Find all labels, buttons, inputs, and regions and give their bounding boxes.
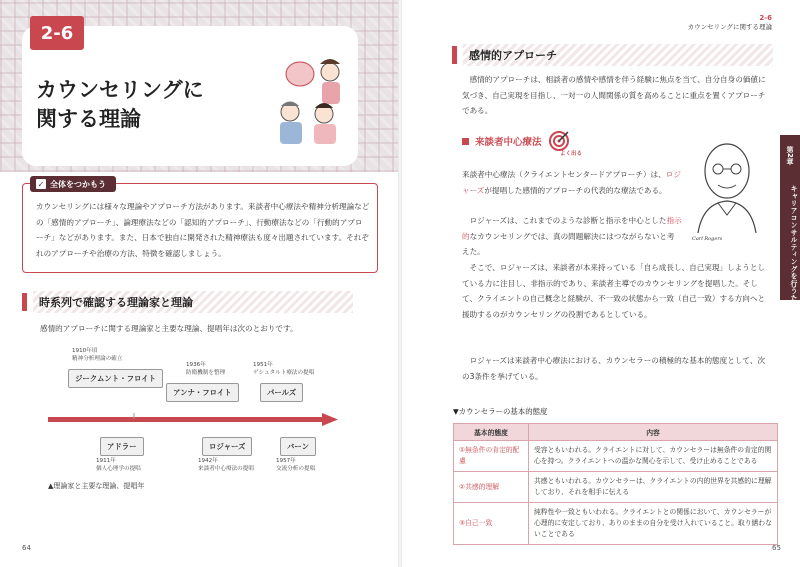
para4: ロジャーズは来談者中心療法における、カウンセラーの積極的な基本的態度として、次の3条件を挙げている。 [462, 356, 766, 381]
attitude-table [453, 423, 778, 545]
gutter [398, 0, 402, 567]
para1 [462, 167, 682, 198]
heading-bar [22, 293, 27, 311]
table-header: 基本的態度 [454, 424, 529, 441]
overview-label-text: 全体をつかもう [50, 179, 106, 189]
running-header [688, 14, 772, 31]
timeline-section-title: 時系列で確認する理論家と理論 [33, 291, 353, 313]
timeline-note: 1910年頃 精神分析理論の確立 [72, 348, 123, 362]
running-header-title: カウンセリングに関する理論 [687, 23, 772, 31]
timeline-node: アドラー [100, 437, 144, 456]
portrait-caption: Carl Rogers [692, 236, 723, 242]
timeline-arrow [48, 413, 338, 427]
carl-rogers-portrait [688, 133, 766, 233]
counseling-illustration [262, 52, 370, 148]
timeline [48, 347, 348, 487]
timeline-note: 1936年 防衛機制を整理 [186, 362, 226, 376]
timeline-note: 1911年 個人心理学の提唱 [96, 458, 141, 472]
table-row [454, 441, 778, 472]
para3: そこで、ロジャーズは、来談者が本来持っている「自ら成長し、自己実現」しようとしている力に注目し、非指示的であり、来談者主導でのカウンセリングを提唱した。そして、クライエントの自己概念と経験が、不一致の状態から一致（自己一致）する方向へと援助するのがカウンセリングの役割であるとしている。 [462, 263, 766, 319]
content-cell: 純粋性や一致ともいわれる。クライエントとの関係において、カウンセラーが心理的に安定しており、ありのままの自分を受け入れていること。取り繕わないことである [529, 503, 778, 545]
sub-heading [462, 130, 570, 152]
chapter-number: 2-6 [30, 16, 84, 50]
frequent-badge: よく出る [560, 151, 583, 157]
emotional-approach-heading [452, 44, 773, 66]
running-header-num: 2-6 [759, 14, 772, 22]
timeline-section-text: 感情的アプローチに関する理論家と主要な理論、提唱年は次のとおりです。 [40, 324, 298, 333]
table-header: 内容 [529, 424, 778, 441]
attitude-cell: ③自己一致 [454, 503, 529, 545]
timeline-node: アンナ・フロイト [166, 383, 239, 402]
page-title [36, 76, 236, 134]
timeline-node: パールズ [260, 383, 303, 402]
emotional-approach-title: 感情的アプローチ [463, 44, 773, 66]
content-cell: 受容ともいわれる。クライエントに対して、カウンセラーは無条件の肯定的関心を持つ。クライエントへの温かな関心を示して、受け止めることである [529, 441, 778, 472]
timeline-node: ジークムント・フロイト [68, 369, 163, 388]
intro-text: 感情的アプローチは、相談者の感情や感情を伴う経験に焦点を当て、自分自身の価値に気づき、自己実現を目指し、一対一の人間関係の質を高めることに重点を置くアプローチである。 [462, 75, 766, 115]
para2 [462, 213, 682, 260]
timeline-node: バーン [280, 437, 316, 456]
timeline-note: 1951年 ゲシュタルト療法の提唱 [253, 362, 315, 376]
para1-highlight: ロジャーズ [462, 170, 681, 195]
page-number-left: 64 [22, 544, 31, 552]
para1-b: が提唱した感情的アプローチの代表的な療法である。 [484, 185, 667, 195]
title-line-1: カウンセリングに [36, 78, 204, 102]
attitude-cell: ①無条件の肯定的配慮 [454, 441, 529, 472]
overview-label [30, 176, 116, 192]
table-row [454, 503, 778, 545]
attitude-cell: ②共感的理解 [454, 472, 529, 503]
sub-heading-title: 来談者中心療法 [475, 137, 542, 148]
title-line-2: 関する理論 [36, 107, 141, 131]
table-title: ▼カウンセラーの基本的態度 [453, 407, 548, 416]
para2-b: なカウンセリングでは、真の問題解決にはつながらないと考えた。 [462, 231, 675, 256]
overview-text: カウンセリングには様々な理論やアプローチ方法があります。来談者中心療法や精神分析理論などの「感情的アプローチ」、論理療法などの「認知的アプローチ」、行動療法などの「行動的アプローチ」などがあります。また、日本で独自に開発された精神療法も度々出題されています。それぞれのアプローチや治療の方法、特徴を確認しましょう。 [36, 202, 370, 258]
checkbox-icon: ✓ [37, 179, 45, 189]
square-bullet-icon [462, 138, 469, 145]
para1-a: 来談者中心療法（クライエントセンタードアプローチ）は、 [462, 170, 666, 179]
para2-a: ロジャーズは、これまでのような診断と指示を中心とした [469, 216, 667, 225]
timeline-note: 1942年 来談者中心療法の提唱 [198, 458, 254, 472]
side-chapter-text: キャリアコンサルティングを行うために必要な知識 [789, 185, 797, 353]
heading-bar [452, 46, 457, 64]
para2-highlight: 指示的 [462, 216, 682, 241]
content-cell: 共感ともいわれる。カウンセラーは、クライエントの内的世界を共感的に理解しており、それを相手に伝える [529, 472, 778, 503]
table-header-row [454, 424, 778, 441]
timeline-node: ロジャーズ [202, 437, 252, 456]
table-row [454, 472, 778, 503]
page-number-right: 65 [772, 544, 781, 552]
timeline-caption: ▲理論家と主要な理論、提唱年 [48, 482, 145, 490]
timeline-section-heading [22, 291, 353, 313]
timeline-note: 1957年 交流分析の提唱 [276, 458, 316, 472]
side-chapter-tab: 第2章 [780, 135, 800, 175]
